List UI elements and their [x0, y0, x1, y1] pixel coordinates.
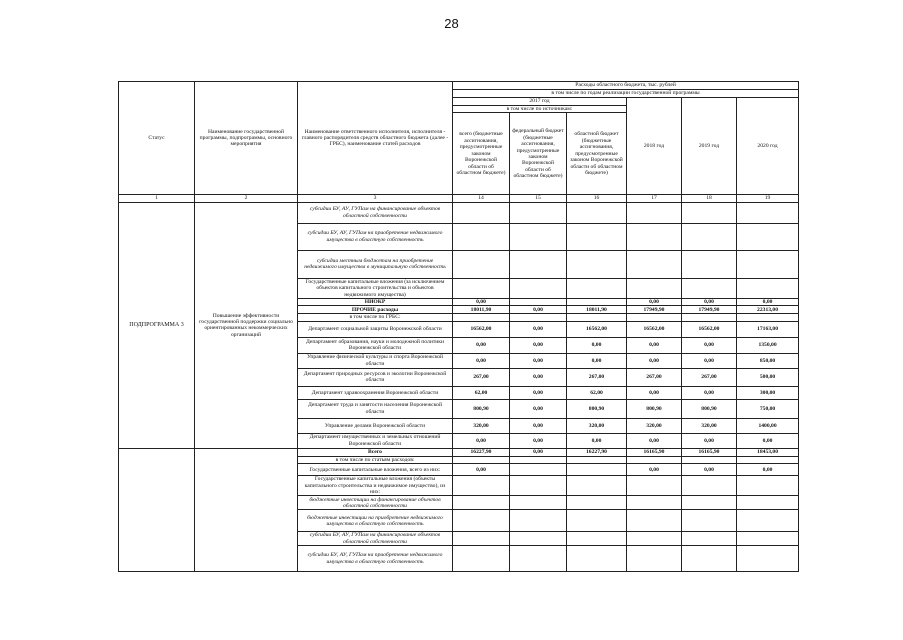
amount-cell: 0,00: [510, 368, 567, 386]
expense-item-name: субсидии БУ, АУ, ГУПам на приобретение недвижимого имущества в областную собственность: [298, 546, 453, 572]
amount-cell: 0,00: [510, 321, 567, 337]
amount-cell: 300,00: [737, 386, 799, 399]
amount-cell: 0,00: [737, 433, 799, 448]
amount-cell: [567, 546, 627, 572]
amount-cell: 0,00: [510, 337, 567, 353]
amount-cell: [682, 223, 737, 250]
amount-cell: 320,00: [567, 418, 627, 433]
column-number-cell: 15: [510, 195, 567, 202]
amount-cell: [737, 314, 799, 321]
amount-cell: 0,00: [510, 399, 567, 418]
amount-cell: 0,00: [510, 386, 567, 399]
amount-cell: [510, 202, 567, 223]
amount-cell: [567, 202, 627, 223]
amount-cell: [682, 456, 737, 463]
amount-cell: [567, 278, 627, 298]
amount-cell: 16562,00: [567, 321, 627, 337]
amount-cell: 0,00: [737, 464, 799, 476]
amount-cell: 267,00: [567, 368, 627, 386]
amount-cell: [627, 476, 682, 496]
amount-cell: [682, 532, 737, 546]
amount-cell: 0,00: [510, 306, 567, 314]
amount-cell: 18011,90: [453, 306, 510, 314]
column-number-cell: 2: [195, 195, 298, 202]
header-executor: Наименование ответственного исполнителя, исполнителя - главного распорядителя средств областного бюджета (далее - ГРБС), наименование статей расходов: [298, 82, 453, 195]
amount-cell: 0,00: [510, 353, 567, 368]
header-program: Наименование государственной программы, подпрограммы, основного мероприятия: [195, 82, 298, 195]
amount-cell: [627, 223, 682, 250]
amount-cell: 0,00: [627, 386, 682, 399]
header-status: Статус: [119, 82, 195, 195]
amount-cell: 0,00: [627, 464, 682, 476]
amount-cell: 0,00: [453, 433, 510, 448]
amount-cell: 0,00: [627, 433, 682, 448]
amount-cell: 17949,90: [627, 306, 682, 314]
amount-cell: [737, 278, 799, 298]
amount-cell: 0,00: [682, 464, 737, 476]
subprogram-status: ПОДПРОГРАММА 3: [119, 202, 195, 448]
page-number: 28: [444, 16, 459, 31]
amount-cell: 18453,00: [737, 448, 799, 456]
amount-cell: [682, 250, 737, 278]
program-empty: [195, 448, 298, 571]
amount-cell: 320,00: [682, 418, 737, 433]
expense-item-name: Всего: [298, 448, 453, 456]
amount-cell: [510, 456, 567, 463]
amount-cell: [453, 496, 510, 510]
amount-cell: 1400,00: [737, 418, 799, 433]
amount-cell: 0,00: [627, 299, 682, 306]
amount-cell: [567, 299, 627, 306]
header-by-years: в том числе по годам реализации государственной программы: [453, 90, 799, 98]
amount-cell: 800,90: [682, 399, 737, 418]
amount-cell: [627, 456, 682, 463]
amount-cell: 17949,90: [682, 306, 737, 314]
amount-cell: [627, 532, 682, 546]
amount-cell: 0,00: [510, 418, 567, 433]
amount-cell: 0,00: [682, 353, 737, 368]
amount-cell: 16562,00: [453, 321, 510, 337]
amount-cell: [682, 314, 737, 321]
amount-cell: 0,00: [510, 448, 567, 456]
amount-cell: [510, 464, 567, 476]
amount-cell: [737, 532, 799, 546]
amount-cell: [737, 510, 799, 532]
header-year-2017: 2017 год: [453, 98, 627, 106]
amount-cell: 0,00: [682, 299, 737, 306]
amount-cell: 0,00: [682, 433, 737, 448]
amount-cell: [567, 314, 627, 321]
expense-item-name: Управление физической культуры и спорта Воронежской области: [298, 353, 453, 368]
expense-item-name: субсидии БУ, АУ, ГУПам на финансирование объектов областной собственности: [298, 532, 453, 546]
expense-item-name: в том числе по статьям расходов:: [298, 456, 453, 463]
expense-item-name: Государственные капитальные вложения (объекты капитального строительства и недвижимое имущество), из них:: [298, 476, 453, 496]
column-numbers-row: [119, 195, 799, 202]
amount-cell: 0,00: [682, 337, 737, 353]
amount-cell: [627, 496, 682, 510]
amount-cell: [510, 278, 567, 298]
status-empty: [119, 448, 195, 571]
amount-cell: [627, 278, 682, 298]
amount-cell: 0,00: [627, 353, 682, 368]
header-year-2019: 2019 год: [682, 98, 737, 195]
amount-cell: 0,00: [567, 337, 627, 353]
amount-cell: [510, 223, 567, 250]
table-row: [119, 448, 799, 456]
amount-cell: 267,00: [453, 368, 510, 386]
amount-cell: [737, 456, 799, 463]
amount-cell: [510, 546, 567, 572]
column-number-cell: 16: [567, 195, 627, 202]
amount-cell: 0,00: [453, 337, 510, 353]
budget-table: [118, 81, 799, 572]
column-number-cell: 19: [737, 195, 799, 202]
amount-cell: [567, 464, 627, 476]
amount-cell: [510, 299, 567, 306]
amount-cell: 0,00: [567, 433, 627, 448]
column-number-cell: 3: [298, 195, 453, 202]
expense-item-name: Департамент образования, науки и молодежной политики Воронежской области: [298, 337, 453, 353]
amount-cell: 16165,90: [682, 448, 737, 456]
subprogram-title: Повышение эффективности государственной поддержки социально ориентированных некоммерческих организаций: [195, 202, 298, 448]
amount-cell: 0,00: [510, 433, 567, 448]
amount-cell: [453, 314, 510, 321]
expense-item-name: Департамент социальной защиты Воронежской области: [298, 321, 453, 337]
expense-item-name: Департамент природных ресурсов и экологии Воронежской области: [298, 368, 453, 386]
amount-cell: 62,00: [567, 386, 627, 399]
amount-cell: 16562,00: [627, 321, 682, 337]
amount-cell: 500,00: [737, 368, 799, 386]
expense-item-name: субсидии БУ, АУ, ГУПам на приобретение недвижимого имущества в областную собственность: [298, 223, 453, 250]
amount-cell: [567, 496, 627, 510]
header-src-total: всего (бюджетные ассигнования, предусмотренные законом Воронежской области об областном бюджете): [453, 113, 510, 195]
amount-cell: [510, 496, 567, 510]
amount-cell: [627, 250, 682, 278]
expense-item-name: субсидии БУ, АУ, ГУПам на финансирование объектов областной собственности: [298, 202, 453, 223]
expense-item-name: Государственные капитальные вложения (за исключением объектов капитального строительства и объектов недвижимого имущества): [298, 278, 453, 298]
expense-item-name: субсидии местным бюджетам на приобретение недвижимого имущества в муниципальную собственность: [298, 250, 453, 278]
amount-cell: [682, 546, 737, 572]
amount-cell: [453, 223, 510, 250]
amount-cell: 62,00: [453, 386, 510, 399]
amount-cell: 267,00: [627, 368, 682, 386]
expense-item-name: НИОКР: [298, 299, 453, 306]
amount-cell: [567, 510, 627, 532]
amount-cell: 0,00: [453, 353, 510, 368]
column-number-cell: 18: [682, 195, 737, 202]
expense-item-name: Государственные капитальные вложения, всего из них:: [298, 464, 453, 476]
amount-cell: [453, 250, 510, 278]
amount-cell: [737, 223, 799, 250]
header-expenses: Расходы областного бюджета, тыс. рублей: [453, 82, 799, 90]
amount-cell: [510, 510, 567, 532]
amount-cell: [737, 476, 799, 496]
amount-cell: [567, 476, 627, 496]
amount-cell: 850,00: [737, 353, 799, 368]
amount-cell: [737, 496, 799, 510]
amount-cell: [453, 510, 510, 532]
header-year-2018: 2018 год: [627, 98, 682, 195]
expense-item-name: в том числе по ГРБС:: [298, 314, 453, 321]
amount-cell: [682, 278, 737, 298]
amount-cell: [737, 202, 799, 223]
amount-cell: [627, 510, 682, 532]
header-by-sources: в том числе по источникам:: [453, 106, 627, 113]
amount-cell: [567, 223, 627, 250]
amount-cell: [627, 314, 682, 321]
expense-item-name: ПРОЧИЕ расходы: [298, 306, 453, 314]
amount-cell: [453, 278, 510, 298]
amount-cell: [453, 532, 510, 546]
amount-cell: 17163,00: [737, 321, 799, 337]
header-year-2020: 2020 год: [737, 98, 799, 195]
amount-cell: [510, 250, 567, 278]
amount-cell: 0,00: [737, 299, 799, 306]
amount-cell: 16562,00: [682, 321, 737, 337]
amount-cell: [737, 546, 799, 572]
amount-cell: [510, 314, 567, 321]
amount-cell: 1350,00: [737, 337, 799, 353]
amount-cell: [682, 476, 737, 496]
amount-cell: 16227,90: [567, 448, 627, 456]
amount-cell: [682, 496, 737, 510]
amount-cell: 800,90: [453, 399, 510, 418]
amount-cell: [453, 546, 510, 572]
amount-cell: 0,00: [453, 464, 510, 476]
column-number-cell: 1: [119, 195, 195, 202]
amount-cell: 320,00: [453, 418, 510, 433]
amount-cell: [682, 510, 737, 532]
expense-item-name: бюджетные инвестиции на финансирование объектов областной собственности: [298, 496, 453, 510]
amount-cell: 16165,90: [627, 448, 682, 456]
expense-item-name: бюджетные инвестиции на приобретение недвижимого имущества в областную собственность: [298, 510, 453, 532]
amount-cell: [737, 250, 799, 278]
header-src-regional: областной бюджет (бюджетные ассигнования, предусмотренные законом Воронежской области об областном бюджете): [567, 113, 627, 195]
amount-cell: [682, 202, 737, 223]
expense-item-name: Департамент труда и занятости населения Воронежской области: [298, 399, 453, 418]
amount-cell: [627, 546, 682, 572]
amount-cell: 320,00: [627, 418, 682, 433]
column-number-cell: 17: [627, 195, 682, 202]
amount-cell: [567, 250, 627, 278]
amount-cell: [453, 456, 510, 463]
amount-cell: 0,00: [682, 386, 737, 399]
expense-item-name: Департамент имущественных и земельных отношений Воронежской области: [298, 433, 453, 448]
amount-cell: [510, 532, 567, 546]
amount-cell: [453, 202, 510, 223]
amount-cell: 0,00: [453, 299, 510, 306]
amount-cell: [453, 476, 510, 496]
header-src-federal: федеральный бюджет (бюджетные ассигнования, предусмотренные законом Воронежской области об областном бюджете): [510, 113, 567, 195]
amount-cell: 0,00: [567, 353, 627, 368]
table-row: [119, 202, 799, 223]
amount-cell: [567, 532, 627, 546]
amount-cell: 800,90: [627, 399, 682, 418]
amount-cell: 22313,00: [737, 306, 799, 314]
column-number-cell: 14: [453, 195, 510, 202]
amount-cell: 16227,90: [453, 448, 510, 456]
amount-cell: [627, 202, 682, 223]
amount-cell: 750,00: [737, 399, 799, 418]
expense-item-name: Управление делами Воронежской области: [298, 418, 453, 433]
amount-cell: 800,90: [567, 399, 627, 418]
amount-cell: [567, 456, 627, 463]
amount-cell: 18011,90: [567, 306, 627, 314]
expense-item-name: Департамент здравоохранения Воронежской области: [298, 386, 453, 399]
amount-cell: 0,00: [627, 337, 682, 353]
amount-cell: 267,00: [682, 368, 737, 386]
amount-cell: [510, 476, 567, 496]
